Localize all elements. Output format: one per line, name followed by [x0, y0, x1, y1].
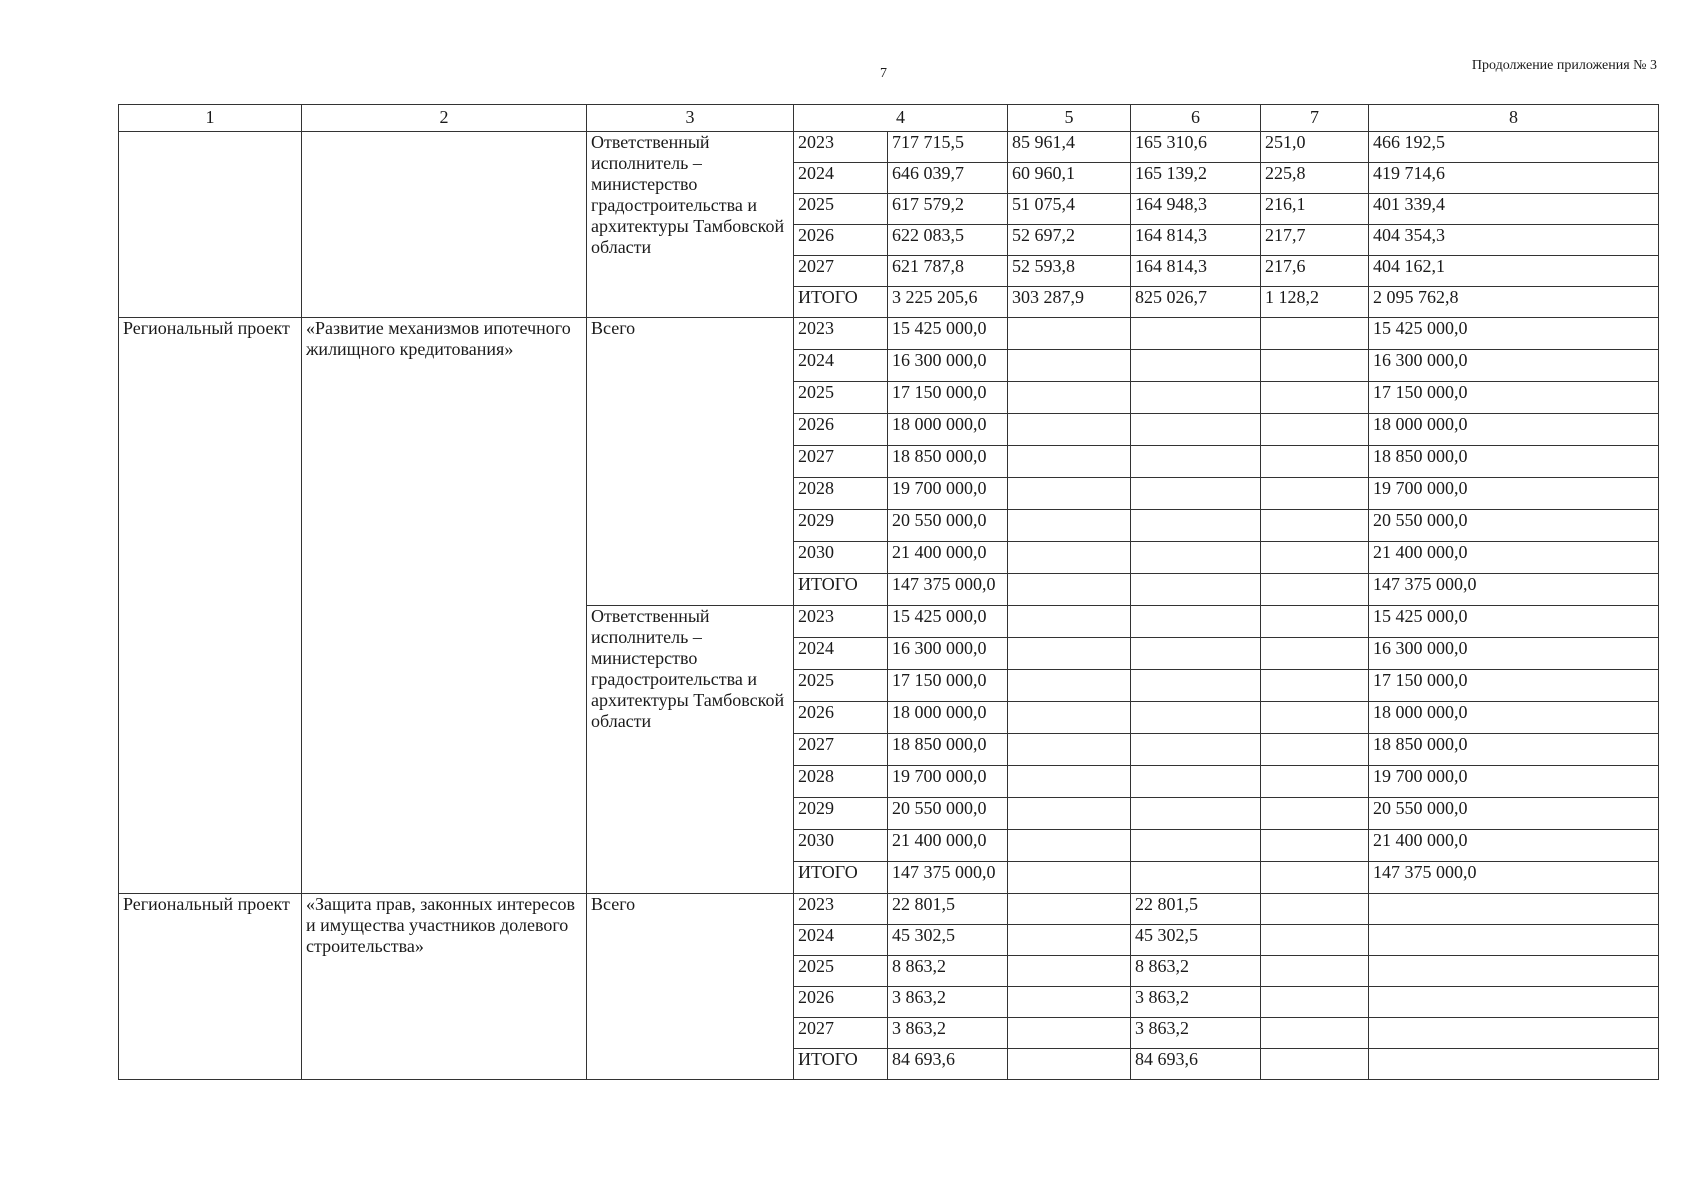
col7-cell: [1261, 574, 1369, 606]
project-name-cell: «Защита прав, законных интересов и имущества участников долевого строительства»: [302, 894, 587, 1080]
col5-cell: [1008, 670, 1131, 702]
col8-cell: [1369, 925, 1659, 956]
col8-cell: 147 375 000,0: [1369, 574, 1659, 606]
col6-cell: 45 302,5: [1131, 925, 1261, 956]
total-cell: 18 850 000,0: [888, 446, 1008, 478]
col8-cell: 419 714,6: [1369, 163, 1659, 194]
executor-cell: Всего: [587, 894, 794, 1080]
total-cell: 3 225 205,6: [888, 287, 1008, 318]
col6-cell: [1131, 638, 1261, 670]
col7-cell: [1261, 446, 1369, 478]
col8-cell: 21 400 000,0: [1369, 542, 1659, 574]
col5-cell: [1008, 382, 1131, 414]
total-cell: 20 550 000,0: [888, 510, 1008, 542]
total-cell: 45 302,5: [888, 925, 1008, 956]
total-cell: 18 000 000,0: [888, 414, 1008, 446]
col5-cell: [1008, 734, 1131, 766]
col5-cell: [1008, 925, 1131, 956]
total-cell: 147 375 000,0: [888, 574, 1008, 606]
col7-cell: [1261, 510, 1369, 542]
year-cell: 2027: [794, 1018, 888, 1049]
col5-cell: [1008, 798, 1131, 830]
year-cell: 2024: [794, 638, 888, 670]
col5-cell: [1008, 446, 1131, 478]
col5-cell: 52 697,2: [1008, 225, 1131, 256]
year-cell: 2025: [794, 194, 888, 225]
col8-cell: [1369, 1049, 1659, 1080]
col6-cell: 3 863,2: [1131, 987, 1261, 1018]
col6-cell: [1131, 606, 1261, 638]
col6-cell: [1131, 382, 1261, 414]
year-cell: 2026: [794, 702, 888, 734]
col8-cell: 18 000 000,0: [1369, 414, 1659, 446]
year-cell: ИТОГО: [794, 574, 888, 606]
total-cell: 646 039,7: [888, 163, 1008, 194]
col8-cell: 401 339,4: [1369, 194, 1659, 225]
year-cell: 2023: [794, 894, 888, 925]
project-name-cell: [302, 132, 587, 318]
col5-cell: 60 960,1: [1008, 163, 1131, 194]
col7-cell: [1261, 542, 1369, 574]
col6-cell: 164 948,3: [1131, 194, 1261, 225]
year-cell: 2029: [794, 510, 888, 542]
total-cell: 18 850 000,0: [888, 734, 1008, 766]
col6-cell: [1131, 798, 1261, 830]
total-cell: 22 801,5: [888, 894, 1008, 925]
col8-cell: 16 300 000,0: [1369, 350, 1659, 382]
continuation-label: Продолжение приложения № 3: [1471, 58, 1657, 73]
col6-cell: [1131, 414, 1261, 446]
col7-cell: [1261, 830, 1369, 862]
year-cell: 2023: [794, 132, 888, 163]
year-cell: 2027: [794, 256, 888, 287]
col6-cell: [1131, 510, 1261, 542]
col7-cell: [1261, 894, 1369, 925]
col7-cell: [1261, 318, 1369, 350]
col6-cell: 84 693,6: [1131, 1049, 1261, 1080]
col6-cell: 164 814,3: [1131, 225, 1261, 256]
col7-cell: [1261, 638, 1369, 670]
total-cell: 19 700 000,0: [888, 766, 1008, 798]
project-type-cell: Региональный проект: [119, 318, 302, 894]
col6-cell: [1131, 670, 1261, 702]
total-cell: 17 150 000,0: [888, 382, 1008, 414]
total-cell: 3 863,2: [888, 987, 1008, 1018]
total-cell: 84 693,6: [888, 1049, 1008, 1080]
col-header-4: 4: [794, 105, 1008, 132]
total-cell: 15 425 000,0: [888, 606, 1008, 638]
col7-cell: [1261, 670, 1369, 702]
executor-cell: Всего: [587, 318, 794, 606]
col7-cell: [1261, 382, 1369, 414]
col6-cell: [1131, 542, 1261, 574]
col6-cell: 8 863,2: [1131, 956, 1261, 987]
col5-cell: 52 593,8: [1008, 256, 1131, 287]
year-cell: 2024: [794, 163, 888, 194]
total-cell: 3 863,2: [888, 1018, 1008, 1049]
col5-cell: [1008, 510, 1131, 542]
col6-cell: 164 814,3: [1131, 256, 1261, 287]
col5-cell: [1008, 478, 1131, 510]
col7-cell: [1261, 987, 1369, 1018]
col5-cell: [1008, 766, 1131, 798]
col8-cell: 19 700 000,0: [1369, 478, 1659, 510]
col5-cell: [1008, 638, 1131, 670]
page-number: 7: [880, 66, 887, 81]
year-cell: 2030: [794, 542, 888, 574]
year-cell: 2024: [794, 925, 888, 956]
table-row: [119, 318, 1659, 350]
col6-cell: [1131, 862, 1261, 894]
col8-cell: [1369, 987, 1659, 1018]
total-cell: 20 550 000,0: [888, 798, 1008, 830]
project-type-cell: Региональный проект: [119, 894, 302, 1080]
year-cell: 2025: [794, 382, 888, 414]
total-cell: 15 425 000,0: [888, 318, 1008, 350]
col5-cell: [1008, 350, 1131, 382]
col6-cell: 22 801,5: [1131, 894, 1261, 925]
year-cell: 2027: [794, 446, 888, 478]
col7-cell: [1261, 956, 1369, 987]
col-header-8: 8: [1369, 105, 1659, 132]
year-cell: 2026: [794, 987, 888, 1018]
col7-cell: [1261, 862, 1369, 894]
year-cell: 2026: [794, 225, 888, 256]
year-cell: 2028: [794, 766, 888, 798]
col5-cell: 51 075,4: [1008, 194, 1131, 225]
col6-cell: [1131, 318, 1261, 350]
total-cell: 717 715,5: [888, 132, 1008, 163]
total-cell: 21 400 000,0: [888, 542, 1008, 574]
col8-cell: 17 150 000,0: [1369, 382, 1659, 414]
col8-cell: [1369, 956, 1659, 987]
col5-cell: [1008, 1018, 1131, 1049]
col5-cell: [1008, 956, 1131, 987]
col8-cell: 16 300 000,0: [1369, 638, 1659, 670]
col8-cell: 404 162,1: [1369, 256, 1659, 287]
col-header-1: 1: [119, 105, 302, 132]
total-cell: 617 579,2: [888, 194, 1008, 225]
col6-cell: [1131, 350, 1261, 382]
col7-cell: 1 128,2: [1261, 287, 1369, 318]
col7-cell: [1261, 414, 1369, 446]
total-cell: 8 863,2: [888, 956, 1008, 987]
col-header-5: 5: [1008, 105, 1131, 132]
col7-cell: [1261, 606, 1369, 638]
col5-cell: [1008, 1049, 1131, 1080]
col8-cell: 20 550 000,0: [1369, 510, 1659, 542]
col6-cell: [1131, 702, 1261, 734]
col5-cell: [1008, 574, 1131, 606]
year-cell: 2027: [794, 734, 888, 766]
col-header-6: 6: [1131, 105, 1261, 132]
col5-cell: [1008, 542, 1131, 574]
col6-cell: [1131, 478, 1261, 510]
table-row: [119, 132, 1659, 163]
col7-cell: [1261, 798, 1369, 830]
total-cell: 17 150 000,0: [888, 670, 1008, 702]
col5-cell: [1008, 894, 1131, 925]
total-cell: 19 700 000,0: [888, 478, 1008, 510]
col6-cell: 825 026,7: [1131, 287, 1261, 318]
header-row: [119, 105, 1659, 132]
col7-cell: [1261, 734, 1369, 766]
col8-cell: 147 375 000,0: [1369, 862, 1659, 894]
col6-cell: [1131, 574, 1261, 606]
col8-cell: 15 425 000,0: [1369, 318, 1659, 350]
budget-table: [118, 104, 1659, 1080]
year-cell: 2025: [794, 956, 888, 987]
col7-cell: [1261, 766, 1369, 798]
total-cell: 147 375 000,0: [888, 862, 1008, 894]
col8-cell: 19 700 000,0: [1369, 766, 1659, 798]
col5-cell: [1008, 987, 1131, 1018]
year-cell: 2024: [794, 350, 888, 382]
col7-cell: [1261, 1018, 1369, 1049]
col6-cell: [1131, 446, 1261, 478]
col5-cell: 85 961,4: [1008, 132, 1131, 163]
col6-cell: [1131, 830, 1261, 862]
col7-cell: [1261, 925, 1369, 956]
col8-cell: 404 354,3: [1369, 225, 1659, 256]
col-header-7: 7: [1261, 105, 1369, 132]
col8-cell: 18 850 000,0: [1369, 734, 1659, 766]
project-type-cell: [119, 132, 302, 318]
col7-cell: [1261, 350, 1369, 382]
col7-cell: 217,7: [1261, 225, 1369, 256]
col6-cell: 165 139,2: [1131, 163, 1261, 194]
col5-cell: [1008, 702, 1131, 734]
year-cell: ИТОГО: [794, 1049, 888, 1080]
col7-cell: [1261, 702, 1369, 734]
col5-cell: [1008, 830, 1131, 862]
col8-cell: 17 150 000,0: [1369, 670, 1659, 702]
col5-cell: [1008, 414, 1131, 446]
col7-cell: [1261, 1049, 1369, 1080]
col8-cell: 18 850 000,0: [1369, 446, 1659, 478]
year-cell: 2028: [794, 478, 888, 510]
col6-cell: [1131, 766, 1261, 798]
col7-cell: 217,6: [1261, 256, 1369, 287]
col6-cell: 165 310,6: [1131, 132, 1261, 163]
col8-cell: 21 400 000,0: [1369, 830, 1659, 862]
total-cell: 622 083,5: [888, 225, 1008, 256]
year-cell: 2025: [794, 670, 888, 702]
total-cell: 16 300 000,0: [888, 638, 1008, 670]
total-cell: 621 787,8: [888, 256, 1008, 287]
year-cell: 2030: [794, 830, 888, 862]
executor-cell: Ответственный исполнитель – министерство градостроительства и архитектуры Тамбовской области: [587, 132, 794, 318]
col7-cell: 216,1: [1261, 194, 1369, 225]
total-cell: 18 000 000,0: [888, 702, 1008, 734]
col-header-2: 2: [302, 105, 587, 132]
col8-cell: 466 192,5: [1369, 132, 1659, 163]
col-header-3: 3: [587, 105, 794, 132]
year-cell: ИТОГО: [794, 287, 888, 318]
executor-cell: Ответственный исполнитель – министерство градостроительства и архитектуры Тамбовской области: [587, 606, 794, 894]
year-cell: 2029: [794, 798, 888, 830]
table-row: [119, 894, 1659, 925]
year-cell: 2023: [794, 606, 888, 638]
year-cell: 2023: [794, 318, 888, 350]
col5-cell: [1008, 606, 1131, 638]
total-cell: 16 300 000,0: [888, 350, 1008, 382]
col8-cell: 18 000 000,0: [1369, 702, 1659, 734]
col5-cell: 303 287,9: [1008, 287, 1131, 318]
col8-cell: [1369, 1018, 1659, 1049]
col5-cell: [1008, 862, 1131, 894]
col8-cell: [1369, 894, 1659, 925]
col8-cell: 2 095 762,8: [1369, 287, 1659, 318]
col5-cell: [1008, 318, 1131, 350]
col7-cell: [1261, 478, 1369, 510]
col8-cell: 15 425 000,0: [1369, 606, 1659, 638]
col6-cell: 3 863,2: [1131, 1018, 1261, 1049]
year-cell: ИТОГО: [794, 862, 888, 894]
project-name-cell: «Развитие механизмов ипотечного жилищного кредитования»: [302, 318, 587, 894]
year-cell: 2026: [794, 414, 888, 446]
col7-cell: 251,0: [1261, 132, 1369, 163]
col8-cell: 20 550 000,0: [1369, 798, 1659, 830]
total-cell: 21 400 000,0: [888, 830, 1008, 862]
col6-cell: [1131, 734, 1261, 766]
col7-cell: 225,8: [1261, 163, 1369, 194]
